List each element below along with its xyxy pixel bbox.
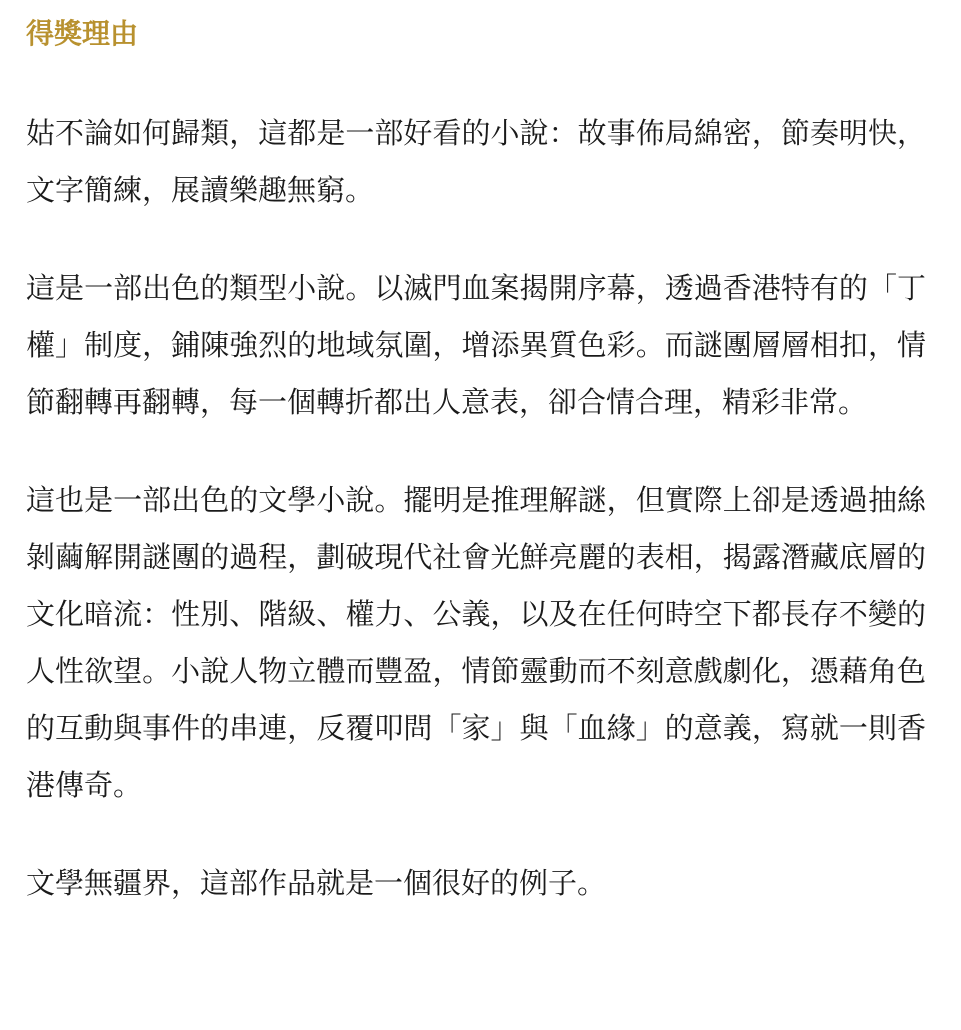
award-reason-section [26, 12, 926, 912]
paragraph-literary-novel: 這也是一部出色的文學小說。擺明是推理解謎，但實際上卻是透過抽絲剝繭解開謎團的過程，劃破現代社會光鮮亮麗的表相，揭露潛藏底層的文化暗流：性別、階級、權力、公義，以及在任何時空下都長存不變的人性欲望。小說人物立體而豐盈，情節靈動而不刻意戲劇化，憑藉角色的互動與事件的串連，反覆叩問「家」與「血緣」的意義，寫就一則香港傳奇。 [26, 483, 926, 802]
section-heading: 得獎理由 [26, 17, 139, 50]
paragraph-readability: 姑不論如何歸類，這都是一部好看的小說：故事佈局綿密，節奏明快，文字簡練，展讀樂趣無窮。 [26, 116, 926, 207]
paragraph-genre-novel: 這是一部出色的類型小說。以滅門血案揭開序幕，透過香港特有的「丁權」制度，鋪陳強烈的地域氛圍，增添異質色彩。而謎團層層相扣，情節翻轉再翻轉，每一個轉折都出人意表，卻合情合理，精彩非常。 [26, 271, 926, 419]
paragraph-conclusion: 文學無疆界，這部作品就是一個很好的例子。 [26, 866, 607, 900]
